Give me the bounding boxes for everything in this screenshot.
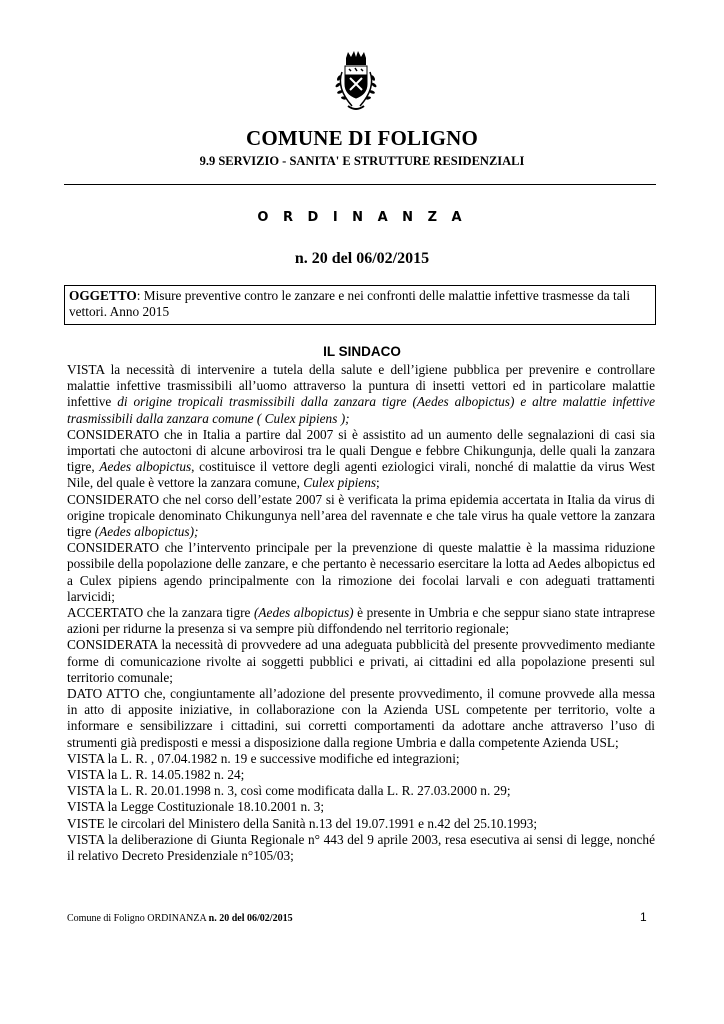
paragraph-text: VISTA la necessità di intervenire a tutela della salute e dell’igiene pubblica per prevenire e controllare malattie infettive trasmissibili all’uomo attraverso la puntura di insetti vettori ed in particolare malattie infettive [67,362,655,410]
header-divider [64,184,656,185]
footer-text [67,913,293,924]
page-subtitle: 9.9 SERVIZIO - SANITA' E STRUTTURE RESIDENZIALI [199,154,525,168]
paragraph [67,832,655,864]
paragraph-text: CONSIDERATO che l’intervento principale per la prevenzione di queste malattie è la massima riduzione possibile della popolazione delle zanzare, e che pertanto è necessario esercitare la lotta ad Aedes albopictus ed a Culex pipiens agendo principalmente con la rimozione dei focolai larvali e con adeguati trattamenti larvicidi; [67,540,655,604]
subject-box [64,285,656,325]
italic-text: (Aedes albopictus); [94,524,199,540]
paragraph-text: VISTA la Legge Costituzionale 18.10.2001 n. 3; [67,799,325,815]
paragraph-text: VISTA la deliberazione di Giunta Regionale n° 443 del 9 aprile 2003, resa esecutiva ai sensi di legge, nonché il relativo Decreto Presidenziale n°105/03; [67,831,655,864]
paragraph-text: VISTA la L. R. 14.05.1982 n. 24; [67,767,245,783]
paragraph-text: CONSIDERATO che in Italia a partire dal 2007 si è assistito ad un aumento delle segnalazioni di casi sia importati che autoctoni di alcune arbovirosi tra le quali Dengue e febbre Chikungunja, delle quali la zanzara tigre, [67,426,655,475]
paragraph [67,362,655,427]
paragraph-text: VISTA la L. R. , 07.04.1982 n. 19 e successive modifiche ed integrazioni; [67,750,460,766]
paragraph-text: è presente in Umbria e che seppur siano state intraprese azioni per ridurne la presenza si va sempre più diffondendo nel territorio regionale; [67,605,655,637]
paragraph [67,540,655,605]
document-type: O R D I N A N Z A [257,210,467,225]
subject-text: : Misure preventive contro le zanzare e nei confronti delle malattie infettive trasmesse da tali vettori. Anno 2015 [69,288,631,319]
section-heading: IL SINDACO [323,344,401,359]
paragraph [67,492,655,541]
footer-number: n. 20 del 06/02/2015 [208,913,293,924]
page-number: 1 [640,910,647,924]
italic-text: (Aedes albopictus) [254,605,354,621]
paragraph-text: CONSIDERATO che nel corso dell’estate 2007 si è verificata la prima epidemia accertata in Italia da virus di origine tropicale denominato Chikungunya nell’area del ravennate e che tale virus ha quale vettore la zanzara tigre [67,491,655,540]
page-title: COMUNE DI FOLIGNO [245,126,479,150]
paragraph-text: VISTA la L. R. 20.01.1998 n. 3, così come modificata dalla L. R. 27.03.2000 n. 29; [67,783,511,799]
italic-text: Culex pipiens [303,475,377,491]
coat-of-arms-icon [330,50,382,118]
paragraph-text: ; [376,475,380,491]
paragraph [67,767,655,783]
paragraph [67,751,655,767]
italic-text: Aedes albopictus [99,459,192,475]
paragraph-text: DATO ATTO che, congiuntamente all’adozione del presente provvedimento, il comune provvede alla messa in atto di apposite iniziative, in collaborazione con la Azienda USL competente per territorio, volte a informare e sensibilizzare i cittadini, sui corretti comportamenti da adottare anche attraverso l’uso di strumenti già predisposti e messi a disposizione dalla regione Umbria e dalla competente Azienda USL; [67,686,655,750]
paragraph [67,799,655,815]
paragraph [67,605,655,637]
paragraph-text: CONSIDERATA la necessità di provvedere ad una adeguata pubblicità del presente provvedimento mediante forme di comunicazione rivolte ai soggetti pubblici e privati, ai cittadini ed alla popolazione presenti sul territorio comunale; [67,637,655,685]
paragraph-text: VISTE le circolari del Ministero della Sanità n.13 del 19.07.1991 e n.42 del 25.10.1993; [67,815,538,831]
paragraph-text: , costituisce il vettore degli agenti eziologici virali, nonché di malattie da virus West Nile, del quale è vettore la zanzara comune, [67,459,655,491]
paragraph [67,783,655,799]
paragraph-text: ACCERTATO che la zanzara tigre [67,605,254,621]
document-number: n. 20 del 06/02/2015 [294,250,430,267]
paragraph [67,816,655,832]
paragraph [67,686,655,751]
italic-text: di origine tropicali trasmissibili dalla zanzara tigre (Aedes albopictus) e altre malattie infettive trasmissibili dalla zanzara comune ( Culex pipiens ); [67,394,655,426]
paragraph [67,427,655,492]
paragraph [67,637,655,686]
footer-label: Comune di Foligno ORDINANZA [67,913,209,924]
document-body [67,362,655,864]
subject-label: OGGETTO [69,288,137,303]
